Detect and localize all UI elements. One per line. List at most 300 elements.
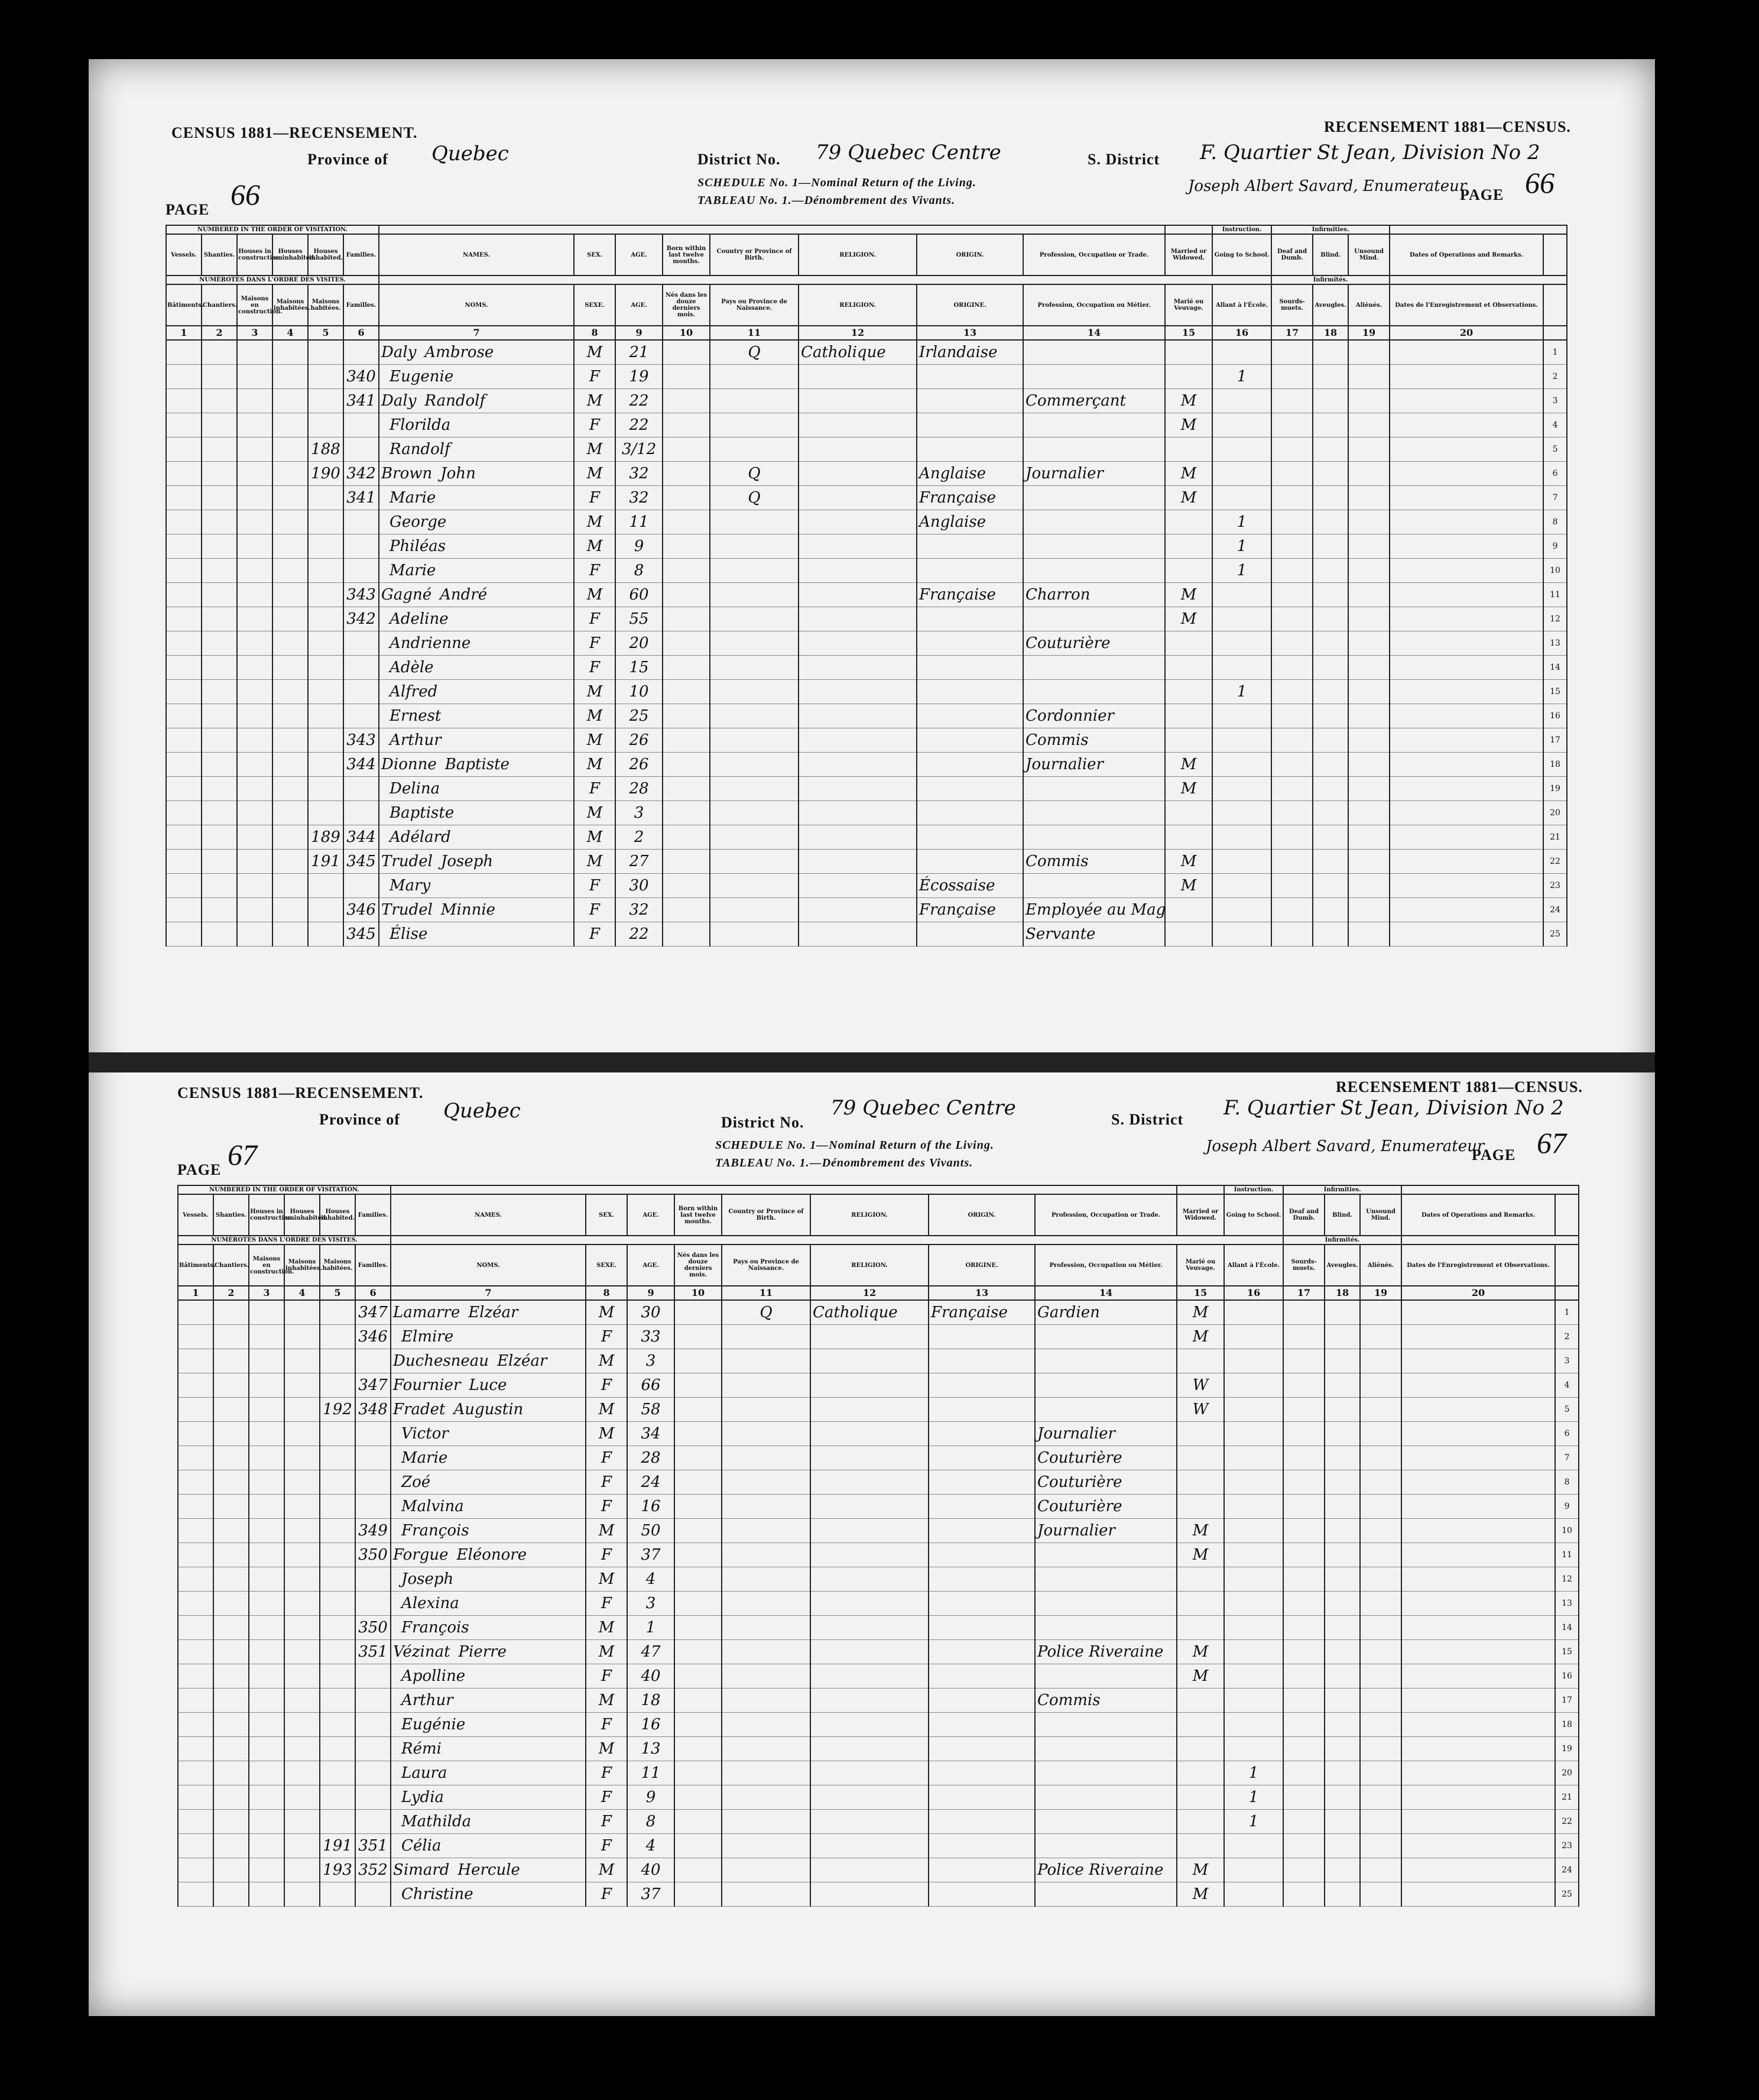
row-number-header — [1543, 284, 1567, 326]
shanties-cell — [213, 1785, 249, 1809]
name-cell — [379, 485, 574, 510]
row-number: 7 — [1555, 1446, 1579, 1470]
occupation-cell — [1023, 340, 1165, 364]
unsound-cell — [1348, 655, 1390, 679]
occupation-cell: Servante — [1023, 922, 1165, 946]
sex-cell: F — [574, 558, 615, 582]
deaf-cell — [1283, 1761, 1325, 1785]
given-name: Elzéar — [497, 1352, 547, 1370]
born-year-cell — [674, 1470, 722, 1494]
column-header-fr: ORIGINE. — [929, 1245, 1035, 1286]
column-number: 15 — [1177, 1286, 1224, 1300]
houses-construction-cell — [249, 1639, 284, 1664]
column-header-fr: Maisons inhabitées. — [272, 284, 308, 326]
column-number: 10 — [674, 1286, 722, 1300]
shanties-cell — [202, 437, 237, 461]
born-year-cell — [674, 1785, 722, 1809]
unsound-cell — [1348, 582, 1390, 607]
houses-inhabited-cell — [320, 1373, 355, 1397]
shanties-cell — [202, 558, 237, 582]
row-number: 25 — [1543, 922, 1567, 946]
remarks-cell — [1401, 1397, 1555, 1421]
occupation-cell — [1035, 1664, 1177, 1688]
age-cell: 16 — [627, 1494, 674, 1518]
column-number: 19 — [1360, 1286, 1401, 1300]
deaf-cell — [1283, 1324, 1325, 1349]
family-cell: 345 — [343, 849, 379, 873]
family-cell — [355, 1421, 391, 1446]
remarks-cell — [1390, 631, 1543, 655]
houses-inhabited-cell — [320, 1567, 355, 1591]
column-number: 6 — [343, 326, 379, 340]
deaf-cell — [1283, 1688, 1325, 1712]
column-header-fr: RELIGION. — [810, 1245, 929, 1286]
school-cell — [1224, 1882, 1283, 1906]
houses-uninhabited-cell — [272, 897, 308, 922]
column-header-en: RELIGION. — [810, 1194, 929, 1236]
vessels-cell — [178, 1639, 213, 1664]
shanties-cell — [213, 1833, 249, 1858]
unsound-cell — [1348, 776, 1390, 801]
family-cell — [355, 1785, 391, 1809]
family-cell: 347 — [355, 1373, 391, 1397]
column-header-fr: Dates de l'Enregistrement et Observations. — [1401, 1245, 1555, 1286]
row-number: 15 — [1543, 679, 1567, 704]
age-cell: 30 — [615, 873, 663, 897]
school-cell: 1 — [1224, 1809, 1283, 1833]
remarks-cell — [1401, 1809, 1555, 1833]
origin-cell — [929, 1397, 1035, 1421]
religion-cell — [810, 1349, 929, 1373]
name-cell — [391, 1809, 586, 1833]
birth-place-cell — [722, 1809, 810, 1833]
married-cell: M — [1165, 485, 1212, 510]
census-row — [178, 1300, 1579, 1324]
sex-cell: F — [586, 1324, 627, 1349]
birth-place-cell — [722, 1324, 810, 1349]
row-number: 13 — [1543, 631, 1567, 655]
vessels-cell — [178, 1712, 213, 1736]
column-header-fr: Maisons habitées. — [308, 284, 343, 326]
deaf-cell — [1283, 1518, 1325, 1542]
school-cell — [1224, 1736, 1283, 1761]
religion-cell — [810, 1833, 929, 1858]
houses-inhabited-cell: 188 — [308, 437, 343, 461]
column-header-en: Houses uninhabited. — [272, 234, 308, 276]
column-number: 3 — [249, 1286, 284, 1300]
school-cell — [1224, 1324, 1283, 1349]
origin-cell — [917, 825, 1023, 849]
blind-cell — [1325, 1349, 1360, 1373]
birth-place-cell — [710, 364, 799, 388]
school-cell — [1224, 1712, 1283, 1736]
religion-cell — [810, 1542, 929, 1567]
shanties-cell — [213, 1518, 249, 1542]
age-cell: 19 — [615, 364, 663, 388]
column-header-en: NAMES. — [379, 234, 574, 276]
houses-uninhabited-cell — [272, 607, 308, 631]
married-cell — [1165, 558, 1212, 582]
sex-cell: M — [586, 1300, 627, 1324]
row-number: 3 — [1555, 1349, 1579, 1373]
deaf-cell — [1271, 679, 1313, 704]
occupation-cell — [1035, 1591, 1177, 1615]
row-number: 8 — [1543, 510, 1567, 534]
census-row — [166, 679, 1567, 704]
remarks-cell — [1401, 1518, 1555, 1542]
remarks-cell — [1401, 1882, 1555, 1906]
sex-cell: M — [586, 1688, 627, 1712]
page-label-right: PAGE — [1472, 1146, 1516, 1164]
census-row — [166, 728, 1567, 752]
sex-cell: M — [586, 1858, 627, 1882]
unsound-cell — [1348, 388, 1390, 413]
birth-place-cell — [722, 1349, 810, 1373]
deaf-cell — [1283, 1785, 1325, 1809]
religion-cell — [810, 1494, 929, 1518]
shanties-cell — [213, 1397, 249, 1421]
born-year-cell — [663, 679, 710, 704]
shanties-cell — [213, 1591, 249, 1615]
birth-place-cell — [710, 388, 799, 413]
married-cell — [1165, 801, 1212, 825]
given-name: Lydia — [401, 1788, 444, 1806]
married-cell — [1177, 1591, 1224, 1615]
name-cell — [391, 1494, 586, 1518]
religion-cell — [810, 1639, 929, 1664]
column-header-fr: SEXE. — [574, 284, 615, 326]
column-header-fr: NOMS. — [391, 1245, 586, 1286]
birth-place-cell — [710, 776, 799, 801]
remarks-cell — [1390, 849, 1543, 873]
given-name: Laura — [401, 1764, 447, 1782]
houses-uninhabited-cell — [284, 1858, 320, 1882]
born-year-cell — [674, 1373, 722, 1397]
given-name: George — [390, 513, 447, 531]
blind-cell — [1313, 340, 1348, 364]
houses-uninhabited-cell — [272, 534, 308, 558]
column-header-en: Unsound Mind. — [1348, 234, 1390, 276]
column-header-fr: Marié ou Veuvage. — [1165, 284, 1212, 326]
schedule-en: SCHEDULE No. 1—Nominal Return of the Living. — [697, 176, 976, 189]
deaf-cell — [1283, 1542, 1325, 1567]
houses-construction-cell — [249, 1542, 284, 1567]
vessels-cell — [178, 1494, 213, 1518]
houses-inhabited-cell — [320, 1712, 355, 1736]
school-cell — [1224, 1300, 1283, 1324]
school-cell — [1212, 825, 1271, 849]
name-cell — [379, 558, 574, 582]
name-cell — [391, 1446, 586, 1470]
deaf-cell — [1283, 1446, 1325, 1470]
houses-uninhabited-cell — [272, 776, 308, 801]
born-year-cell — [663, 873, 710, 897]
sex-cell: M — [586, 1397, 627, 1421]
blind-cell — [1313, 558, 1348, 582]
occupation-cell — [1023, 873, 1165, 897]
blind-cell — [1325, 1542, 1360, 1567]
unsound-cell — [1360, 1421, 1401, 1446]
houses-construction-cell — [249, 1324, 284, 1349]
occupation-cell — [1035, 1349, 1177, 1373]
origin-cell — [929, 1785, 1035, 1809]
houses-uninhabited-cell — [284, 1712, 320, 1736]
unsound-cell — [1348, 558, 1390, 582]
surname: Vézinat — [393, 1642, 450, 1661]
houses-construction-cell — [249, 1833, 284, 1858]
houses-uninhabited-cell — [284, 1615, 320, 1639]
houses-inhabited-cell: 191 — [308, 849, 343, 873]
religion-cell — [799, 558, 917, 582]
religion-cell — [799, 825, 917, 849]
shanties-cell — [202, 485, 237, 510]
married-cell: M — [1165, 461, 1212, 485]
origin-cell — [917, 558, 1023, 582]
occupation-cell — [1023, 655, 1165, 679]
houses-inhabited-cell — [320, 1591, 355, 1615]
column-number: 9 — [627, 1286, 674, 1300]
houses-construction-cell — [249, 1349, 284, 1373]
birth-place-cell — [710, 873, 799, 897]
blind-cell — [1313, 437, 1348, 461]
row-number: 3 — [1543, 388, 1567, 413]
unsound-cell — [1360, 1567, 1401, 1591]
blind-cell — [1325, 1591, 1360, 1615]
origin-cell: Française — [917, 582, 1023, 607]
remarks-cell — [1401, 1470, 1555, 1494]
deaf-cell — [1271, 461, 1313, 485]
row-number: 10 — [1543, 558, 1567, 582]
houses-uninhabited-cell — [272, 801, 308, 825]
houses-construction-cell — [237, 825, 272, 849]
occupation-cell — [1023, 485, 1165, 510]
unsound-cell — [1348, 704, 1390, 728]
age-cell: 30 — [627, 1300, 674, 1324]
houses-construction-cell — [237, 728, 272, 752]
birth-place-cell — [710, 704, 799, 728]
remarks-cell — [1390, 582, 1543, 607]
sex-cell: F — [586, 1712, 627, 1736]
religion-cell — [810, 1688, 929, 1712]
blind-cell — [1325, 1421, 1360, 1446]
sex-cell: F — [586, 1373, 627, 1397]
remarks-cell — [1390, 607, 1543, 631]
column-header-en: RELIGION. — [799, 234, 917, 276]
remarks-cell — [1390, 388, 1543, 413]
born-year-cell — [674, 1494, 722, 1518]
houses-inhabited-cell: 192 — [320, 1397, 355, 1421]
occupation-cell: Gardien — [1035, 1300, 1177, 1324]
shanties-cell — [202, 752, 237, 776]
origin-cell — [929, 1809, 1035, 1833]
occupation-cell: Commerçant — [1023, 388, 1165, 413]
birth-place-cell — [722, 1615, 810, 1639]
census-row — [166, 461, 1567, 485]
vessels-cell — [178, 1421, 213, 1446]
religion-cell — [810, 1858, 929, 1882]
occupation-cell — [1023, 679, 1165, 704]
blind-cell — [1313, 631, 1348, 655]
religion-cell — [799, 897, 917, 922]
sex-cell: M — [574, 704, 615, 728]
vessels-cell — [166, 534, 202, 558]
family-cell — [355, 1591, 391, 1615]
born-year-cell — [674, 1664, 722, 1688]
houses-construction-cell — [237, 558, 272, 582]
born-year-cell — [663, 752, 710, 776]
married-cell — [1177, 1494, 1224, 1518]
origin-cell: Anglaise — [917, 510, 1023, 534]
married-cell: M — [1177, 1542, 1224, 1567]
blind-cell — [1325, 1712, 1360, 1736]
blind-cell — [1313, 849, 1348, 873]
column-header-en: Houses uninhabited. — [284, 1194, 320, 1236]
row-number: 14 — [1543, 655, 1567, 679]
unsound-cell — [1348, 922, 1390, 946]
column-header-fr: Familles. — [355, 1245, 391, 1286]
born-year-cell — [674, 1591, 722, 1615]
given-name: Hercule — [457, 1861, 520, 1879]
houses-construction-cell — [237, 364, 272, 388]
column-header-en: Going to School. — [1224, 1194, 1283, 1236]
houses-construction-cell — [249, 1882, 284, 1906]
given-name: Eléonore — [456, 1545, 527, 1564]
sex-cell: F — [586, 1664, 627, 1688]
row-number: 19 — [1543, 776, 1567, 801]
religion-cell — [799, 873, 917, 897]
age-cell: 16 — [627, 1712, 674, 1736]
deaf-cell — [1271, 873, 1313, 897]
sex-cell: M — [574, 340, 615, 364]
houses-uninhabited-cell — [272, 728, 308, 752]
birth-place-cell: Q — [710, 485, 799, 510]
age-cell: 3 — [627, 1349, 674, 1373]
religion-cell — [799, 413, 917, 437]
family-cell: 341 — [343, 485, 379, 510]
column-number: 9 — [615, 326, 663, 340]
blind-cell — [1325, 1567, 1360, 1591]
name-cell — [391, 1349, 586, 1373]
sex-cell: F — [586, 1494, 627, 1518]
group-header-infirmities: Infirmities. — [1271, 225, 1390, 234]
given-name: Baptiste — [390, 803, 455, 822]
name-cell — [391, 1567, 586, 1591]
family-cell: 348 — [355, 1397, 391, 1421]
age-cell: 33 — [627, 1324, 674, 1349]
schedule-fr: TABLEAU No. 1.—Dénombrement des Vivants. — [697, 194, 956, 207]
given-name: Eugenie — [390, 367, 454, 385]
family-cell: 341 — [343, 388, 379, 413]
age-cell: 28 — [615, 776, 663, 801]
column-header-en: Country or Province of Birth. — [722, 1194, 810, 1236]
group-header-infirmites: Infirmités. — [1271, 276, 1390, 284]
school-cell — [1224, 1397, 1283, 1421]
houses-construction-cell — [249, 1494, 284, 1518]
family-cell — [355, 1664, 391, 1688]
unsound-cell — [1360, 1349, 1401, 1373]
name-cell — [391, 1397, 586, 1421]
remarks-cell — [1401, 1761, 1555, 1785]
given-name: Eugénie — [401, 1715, 466, 1733]
houses-construction-cell — [237, 510, 272, 534]
religion-cell — [799, 607, 917, 631]
houses-inhabited-cell — [320, 1349, 355, 1373]
origin-cell — [929, 1324, 1035, 1349]
family-cell: 340 — [343, 364, 379, 388]
column-number: 5 — [320, 1286, 355, 1300]
age-cell: 3 — [627, 1591, 674, 1615]
shanties-cell — [202, 364, 237, 388]
houses-inhabited-cell — [308, 752, 343, 776]
sex-cell: M — [586, 1421, 627, 1446]
born-year-cell — [663, 849, 710, 873]
houses-inhabited-cell — [308, 801, 343, 825]
vessels-cell — [178, 1518, 213, 1542]
vessels-cell — [166, 413, 202, 437]
born-year-cell — [663, 728, 710, 752]
row-number: 9 — [1555, 1494, 1579, 1518]
religion-cell: Catholique — [799, 340, 917, 364]
birth-place-cell — [722, 1639, 810, 1664]
religion-cell — [799, 364, 917, 388]
column-header-en: NAMES. — [391, 1194, 586, 1236]
row-number: 11 — [1555, 1542, 1579, 1567]
houses-construction-cell — [249, 1397, 284, 1421]
given-name: Alfred — [390, 682, 438, 701]
group-spacer-remarks — [1401, 1185, 1579, 1194]
born-year-cell — [663, 776, 710, 801]
religion-cell — [799, 461, 917, 485]
married-cell — [1165, 704, 1212, 728]
shanties-cell — [213, 1349, 249, 1373]
vessels-cell — [166, 849, 202, 873]
houses-construction-cell — [237, 849, 272, 873]
origin-cell — [917, 679, 1023, 704]
row-number-header — [1543, 234, 1567, 276]
census-row — [166, 873, 1567, 897]
birth-place-cell — [722, 1688, 810, 1712]
census-row — [178, 1833, 1579, 1858]
remarks-cell — [1390, 510, 1543, 534]
census-title-right: RECENSEMENT 1881—CENSUS. — [1324, 118, 1571, 135]
column-header-en: Dates of Operations and Remarks. — [1401, 1194, 1555, 1236]
name-cell — [391, 1688, 586, 1712]
row-number: 2 — [1543, 364, 1567, 388]
remarks-cell — [1401, 1349, 1555, 1373]
census-row — [178, 1518, 1579, 1542]
vessels-cell — [166, 873, 202, 897]
given-name: Ernest — [390, 707, 442, 725]
vessels-cell — [166, 897, 202, 922]
houses-uninhabited-cell — [272, 849, 308, 873]
houses-construction-cell — [237, 388, 272, 413]
column-header-fr: Aveugles. — [1313, 284, 1348, 326]
column-header-fr: Maisons en construction. — [237, 284, 272, 326]
sex-cell: F — [586, 1446, 627, 1470]
houses-inhabited-cell — [320, 1785, 355, 1809]
shanties-cell — [202, 825, 237, 849]
school-cell: 1 — [1212, 364, 1271, 388]
born-year-cell — [674, 1761, 722, 1785]
remarks-cell — [1401, 1494, 1555, 1518]
name-cell — [391, 1591, 586, 1615]
houses-inhabited-cell — [320, 1761, 355, 1785]
family-cell: 349 — [355, 1518, 391, 1542]
vessels-cell — [178, 1567, 213, 1591]
houses-inhabited-cell — [320, 1809, 355, 1833]
family-cell — [355, 1712, 391, 1736]
row-number: 20 — [1555, 1761, 1579, 1785]
